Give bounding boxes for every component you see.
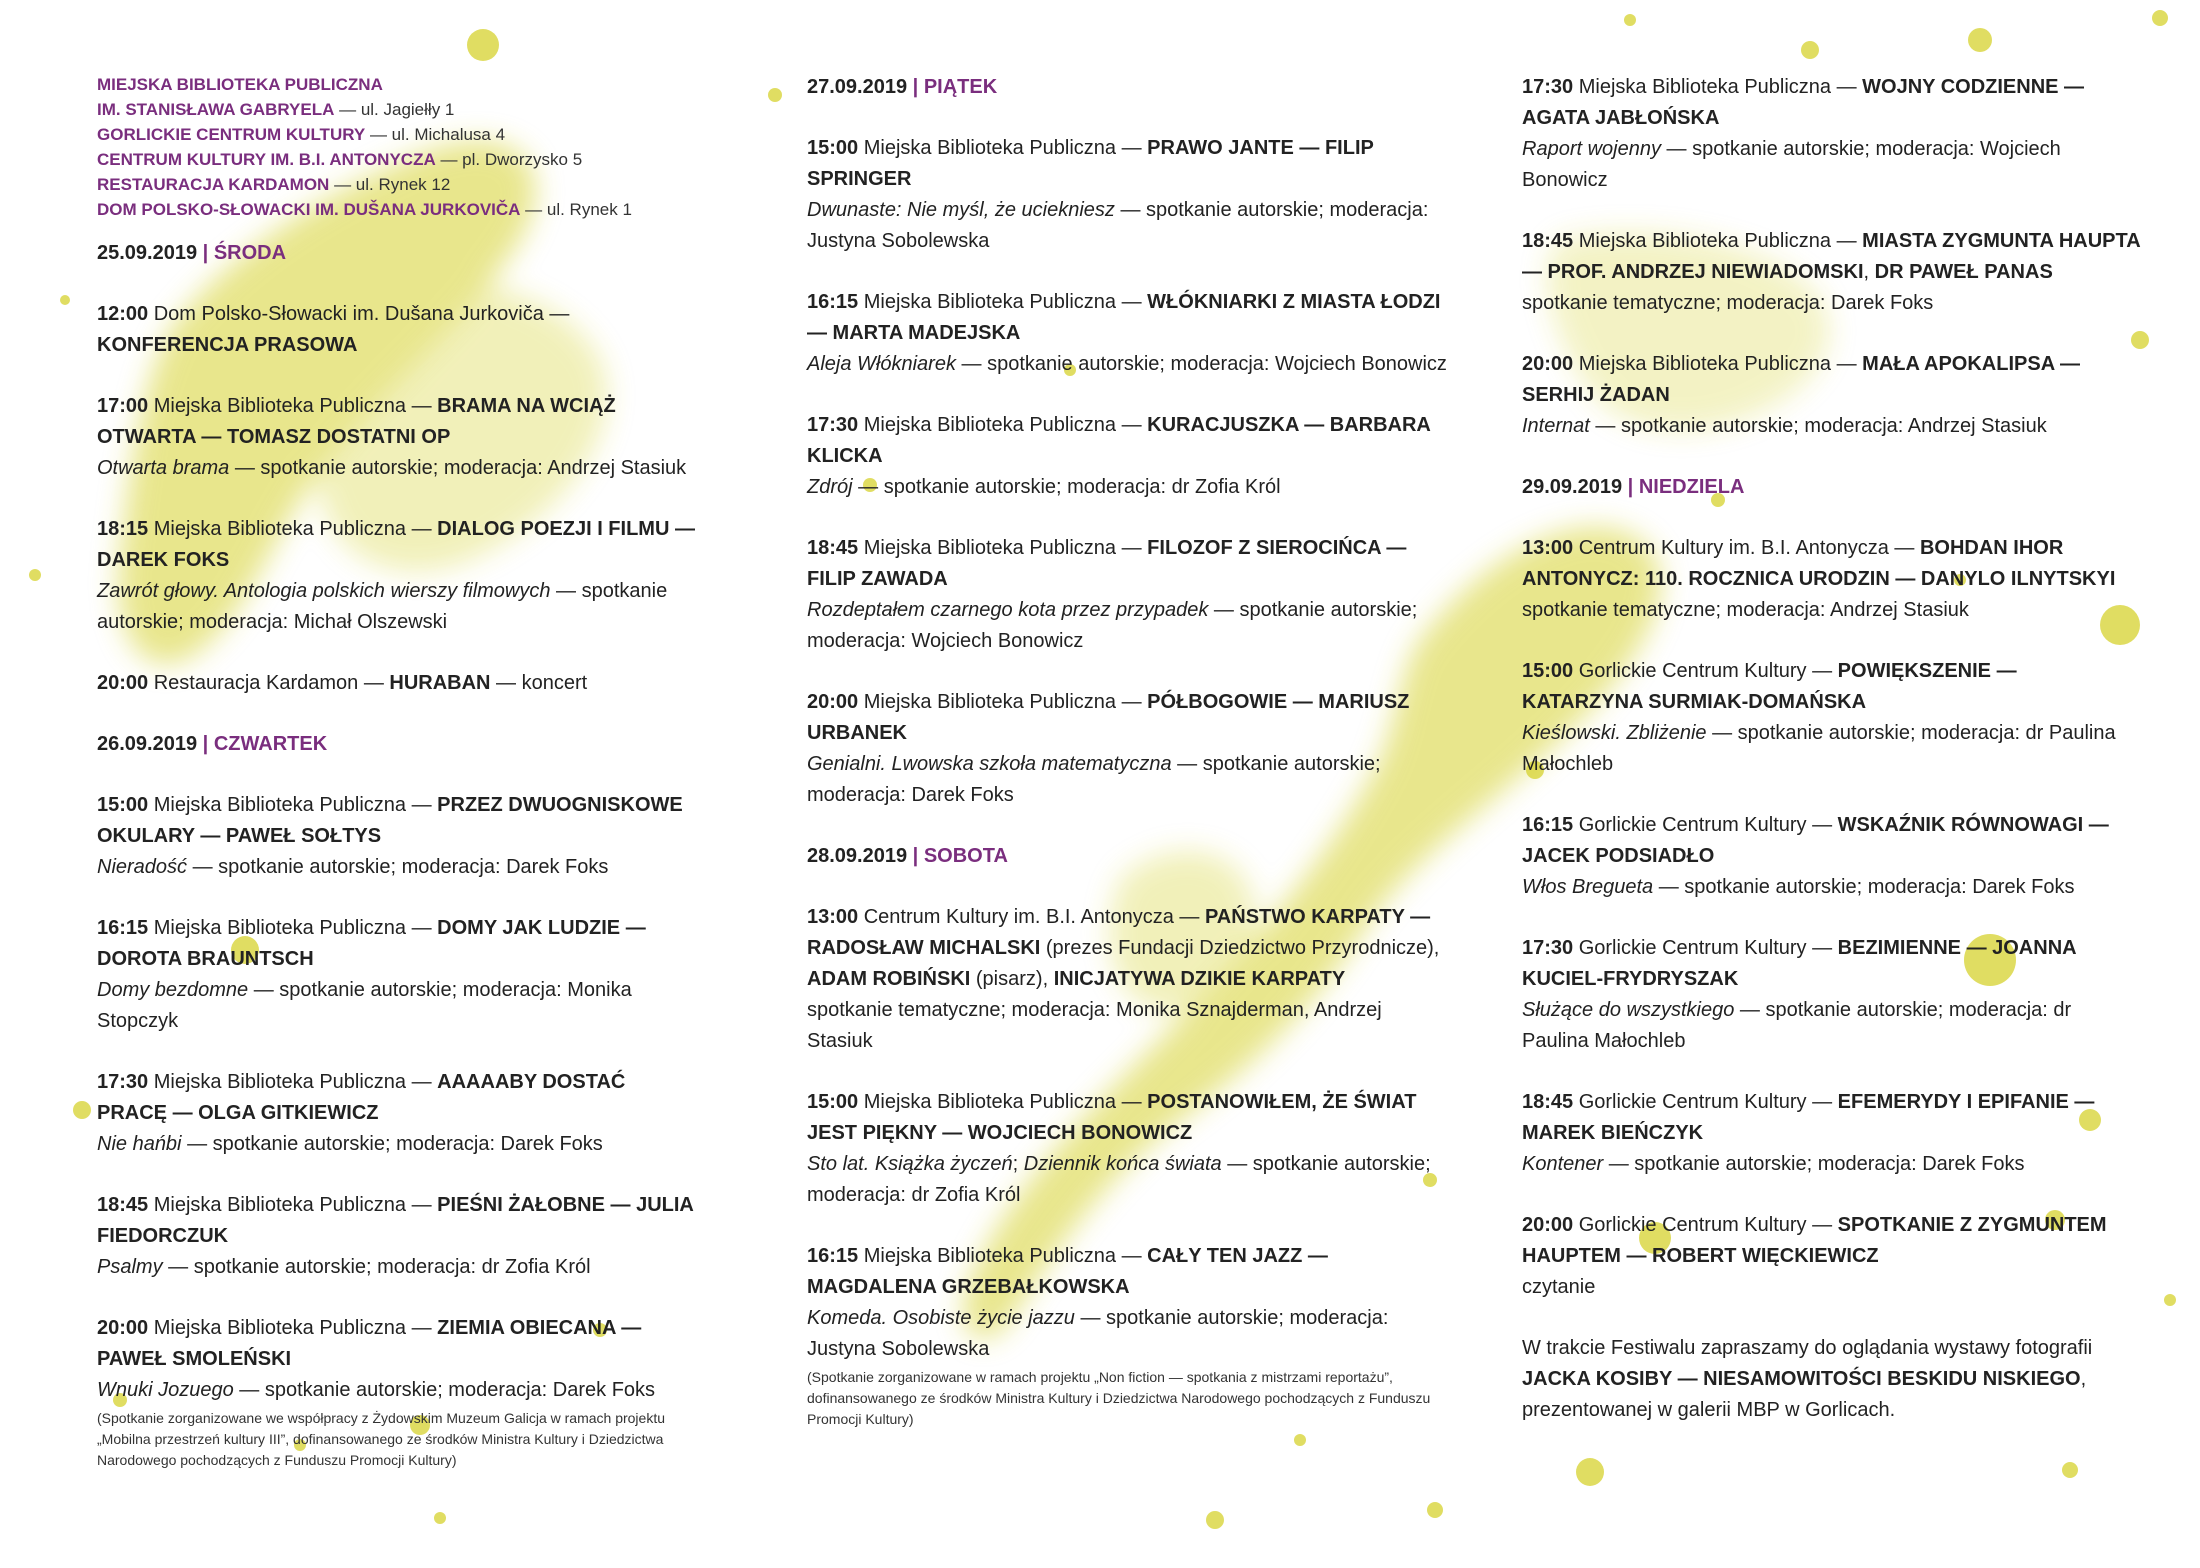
exhibition-intro: W trakcie Festiwalu zapraszamy do oglądania wystawy fotografii (1522, 1337, 2093, 1359)
venue-name: DOM POLSKO-SŁOWACKI IM. DUŠANA JURKOVIČA (97, 200, 521, 219)
event-book-title: Aleja Włókniarek (807, 353, 956, 375)
event-details: — spotkanie autorskie; moderacja: Darek Foks (233, 1379, 656, 1401)
event-item (1522, 72, 2142, 196)
event-book-title: Rozdeptałem czarnego kota przez przypadek (807, 599, 1209, 621)
event-time: 18:45 (807, 537, 859, 559)
event-title: DOMY JAK LUDZIE — DOROTA BRAUNTSCH (97, 917, 646, 970)
event-book-title: Nie hańbi (97, 1133, 182, 1155)
event-venue: Miejska Biblioteka Publiczna — (858, 137, 1148, 159)
event-description (97, 852, 697, 883)
event-details: — spotkanie autorskie; moderacja: dr Paulina Małochleb (1522, 999, 2072, 1052)
event-description (1522, 995, 2142, 1057)
event-item (1522, 933, 2142, 1057)
event-description (1522, 411, 2142, 442)
event-item (807, 133, 1447, 257)
event-funding-note: (Spotkanie zorganizowane we współpracy z Żydowskim Muzeum Galicja w ramach projektu „Mobilna przestrzeń kultury III”, dofinansowanego ze środków Ministra Kultury i Dziedzictwa Narodowego pochodzących z Funduszu Promocji Kultury) (97, 1410, 666, 1468)
event-time: 18:45 (97, 1194, 149, 1216)
event-venue: Dom Polsko-Słowacki im. Dušana Jurkoviča — (148, 303, 570, 325)
event-book-title: Domy bezdomne (97, 979, 249, 1001)
event-time: 20:00 (97, 1317, 149, 1339)
event-venue: Centrum Kultury im. B.I. Antonycza — (1573, 537, 1920, 559)
event-title: SPOTKANIE Z ZYGMUNTEM HAUPTEM — ROBERT WIĘCKIEWICZ (1522, 1214, 2107, 1267)
event-book-title: Wnuki Jozuego (97, 1379, 234, 1401)
event-description (807, 195, 1447, 257)
event-item (97, 668, 697, 699)
event-title: PÓŁBOGOWIE — MARIUSZ URBANEK (807, 691, 1410, 744)
event-item (97, 1067, 697, 1160)
event-venue: Gorlickie Centrum Kultury — (1573, 1091, 1838, 1113)
event-guest-note: (pisarz), (970, 968, 1054, 990)
event-time: 12:00 (97, 303, 149, 325)
event-funding-note: (Spotkanie zorganizowane w ramach projektu „Non fiction — spotkania z mistrzami reportażu”, dofinansowanego ze środków Ministra Kultury i Dziedzictwa Narodowego pochodzących z Funduszu Promocji Kultury) (807, 1369, 1431, 1427)
day-date: 28.09.2019 (807, 845, 908, 867)
event-guest-name: INICJATYWA DZIKIE KARPATY (1053, 968, 1346, 990)
event-details: — spotkanie autorskie; moderacja: dr Zofia Król (162, 1256, 591, 1278)
venue-name: GORLICKIE CENTRUM KULTURY (97, 125, 366, 144)
event-details: spotkanie tematyczne; moderacja: Darek Foks (1522, 292, 1934, 314)
day-separator: | (907, 845, 924, 867)
venue-list (97, 72, 697, 222)
event-item (807, 1087, 1447, 1211)
event-venue: Miejska Biblioteka Publiczna — (148, 518, 438, 540)
venue-address: — ul. Rynek 1 (520, 200, 632, 219)
event-item (807, 410, 1447, 503)
event-time: 17:30 (1522, 76, 1574, 98)
event-book-title: Dwunaste: Nie myśl, że uciekniesz (807, 199, 1115, 221)
event-details: — spotkanie autorskie; moderacja: dr Zofia Król (852, 476, 1281, 498)
day-heading (97, 238, 697, 269)
event-guest-name: DR PAWEŁ PANAS (1874, 261, 2053, 283)
event-description (1522, 134, 2142, 196)
event-details: — spotkanie autorskie; moderacja: Andrzej Stasiuk (229, 457, 687, 479)
day-heading (97, 729, 697, 760)
venue-address: — pl. Dworzysko 5 (435, 150, 583, 169)
event-item (97, 913, 697, 1037)
event-description (807, 749, 1447, 811)
event-details: — spotkanie autorskie; moderacja: Justyna Sobolewska (807, 1307, 1389, 1360)
event-details: czytanie (1522, 1276, 1596, 1298)
event-time: 17:30 (1522, 937, 1574, 959)
event-details: — spotkanie autorskie; moderacja: Darek Foks (1603, 1153, 2025, 1175)
exhibition-title: JACKA KOSIBY — NIESAMOWITOŚCI BESKIDU NISKIEGO (1522, 1368, 2081, 1390)
event-time: 13:00 (807, 906, 859, 928)
event-time: 20:00 (1522, 1214, 1574, 1236)
event-description (97, 1375, 697, 1406)
event-description (97, 1129, 697, 1160)
event-book-title: Sto lat. Książka życzeń (807, 1153, 1013, 1175)
event-venue: Miejska Biblioteka Publiczna — (148, 794, 438, 816)
event-item (97, 514, 697, 638)
event-title: PRAWO JANTE — FILIP SPRINGER (807, 137, 1374, 190)
event-description (1522, 1272, 2142, 1303)
event-item (807, 902, 1447, 1057)
event-description (97, 453, 697, 484)
event-item (97, 1190, 697, 1283)
schedule-column-3 (1522, 72, 2142, 1426)
event-details: — spotkanie autorskie; moderacja: Justyna Sobolewska (807, 199, 1429, 252)
event-title: MIASTA ZYGMUNTA HAUPTA — PROF. ANDRZEJ NIEWIADOMSKI (1522, 230, 2140, 283)
event-title: WOJNY CODZIENNE — AGATA JABŁOŃSKA (1522, 76, 2085, 129)
event-title: AAAAABY DOSTAĆ PRACĘ — OLGA GITKIEWICZ (97, 1071, 626, 1124)
event-details: — spotkanie autorskie; moderacja: Andrzej Stasiuk (1589, 415, 2047, 437)
event-book-title: Zawrót głowy. Antologia polskich wierszy filmowych (97, 580, 551, 602)
event-description (97, 1252, 697, 1283)
event-time: 20:00 (1522, 353, 1574, 375)
event-description (1522, 1149, 2142, 1180)
event-details: spotkanie tematyczne; moderacja: Monika Sznajderman, Andrzej Stasiuk (807, 999, 1382, 1052)
event-description (807, 1149, 1447, 1211)
event-item (807, 533, 1447, 657)
day-date: 27.09.2019 (807, 76, 908, 98)
exhibition-note (1522, 1333, 2142, 1426)
event-time: 18:45 (1522, 1091, 1574, 1113)
event-venue: Miejska Biblioteka Publiczna — (1573, 76, 1863, 98)
event-book-title: Raport wojenny (1522, 138, 1661, 160)
event-time: 16:15 (1522, 814, 1574, 836)
event-venue: Miejska Biblioteka Publiczna — (858, 1091, 1148, 1113)
event-title: DIALOG POEZJI I FILMU — DAREK FOKS (97, 518, 695, 571)
event-description (1522, 718, 2142, 780)
event-time: 16:15 (807, 291, 859, 313)
event-time: 13:00 (1522, 537, 1574, 559)
event-time: 17:00 (97, 395, 149, 417)
event-time: 15:00 (97, 794, 149, 816)
event-title: BEZIMIENNE — JOANNA KUCIEL-FRYDRYSZAK (1522, 937, 2076, 990)
event-title: BOHDAN IHOR ANTONYCZ: 110. ROCZNICA URODZIN — DANYLO ILNYTSKYI (1522, 537, 2116, 590)
event-details: — spotkanie autorskie; moderacja: Darek Foks (1653, 876, 2075, 898)
venue-name: CENTRUM KULTURY IM. B.I. ANTONYCZA (97, 150, 436, 169)
event-description (1522, 288, 2142, 319)
event-time: 15:00 (1522, 660, 1574, 682)
day-heading (807, 72, 1447, 103)
event-book-title: Kontener (1522, 1153, 1604, 1175)
event-book-title: Internat (1522, 415, 1590, 437)
event-item (97, 391, 697, 484)
venue-line (97, 172, 697, 197)
venue-line (97, 72, 697, 97)
event-venue: Restauracja Kardamon — (148, 672, 390, 694)
event-title: POWIĘKSZENIE — KATARZYNA SURMIAK-DOMAŃSKA (1522, 660, 2017, 713)
event-item (807, 687, 1447, 811)
event-venue: Miejska Biblioteka Publiczna — (148, 395, 438, 417)
event-venue: Miejska Biblioteka Publiczna — (1573, 353, 1863, 375)
event-time: 18:15 (97, 518, 149, 540)
venue-line (97, 147, 697, 172)
event-item (97, 790, 697, 883)
event-title: WŁÓKNIARKI Z MIASTA ŁODZI — MARTA MADEJSKA (807, 291, 1441, 344)
schedule-column-1 (97, 72, 697, 1501)
event-item (97, 299, 697, 361)
event-details: — spotkanie autorskie; moderacja: dr Zofia Król (807, 1153, 1431, 1206)
event-title: ZIEMIA OBIECANA — PAWEŁ SMOLEŃSKI (97, 1317, 642, 1370)
event-description (807, 995, 1447, 1057)
event-guest-name: ADAM ROBIŃSKI (807, 968, 971, 990)
event-venue: Centrum Kultury im. B.I. Antonycza — (858, 906, 1205, 928)
event-venue: Miejska Biblioteka Publiczna — (148, 1317, 438, 1339)
event-details: — spotkanie autorskie; moderacja: Wojciech Bonowicz (955, 353, 1447, 375)
event-venue: Gorlickie Centrum Kultury — (1573, 937, 1838, 959)
event-description (807, 349, 1447, 380)
event-item (1522, 1087, 2142, 1180)
event-venue: Miejska Biblioteka Publiczna — (858, 1245, 1148, 1267)
day-date: 25.09.2019 (97, 242, 198, 264)
venue-address: — ul. Rynek 12 (329, 175, 451, 194)
event-book-separator: ; (1012, 1153, 1024, 1175)
event-time: 17:30 (807, 414, 859, 436)
day-heading (1522, 472, 2142, 503)
venue-name: MIEJSKA BIBLIOTEKA PUBLICZNA (97, 75, 383, 94)
event-item (1522, 349, 2142, 442)
event-venue: Miejska Biblioteka Publiczna — (858, 537, 1148, 559)
day-name: NIEDZIELA (1638, 476, 1745, 498)
event-venue: Miejska Biblioteka Publiczna — (858, 414, 1148, 436)
event-title: PIEŚNI ŻAŁOBNE — JULIA FIEDORCZUK (97, 1194, 694, 1247)
event-book-title: Włos Bregueta (1522, 876, 1654, 898)
event-book-title: Psalmy (97, 1256, 163, 1278)
venue-name: IM. STANISŁAWA GABRYELA (97, 100, 335, 119)
event-details: — spotkanie autorskie; moderacja: Wojciech Bonowicz (807, 599, 1418, 652)
event-item (1522, 226, 2142, 319)
event-guest-separator: , (1863, 261, 1875, 283)
day-separator: | (197, 733, 214, 755)
event-description (807, 472, 1447, 503)
event-description (97, 975, 697, 1037)
event-title: POSTANOWIŁEM, ŻE ŚWIAT JEST PIĘKNY — WOJCIECH BONOWICZ (807, 1091, 1417, 1144)
event-time: 15:00 (807, 1091, 859, 1113)
event-venue: Miejska Biblioteka Publiczna — (148, 1194, 438, 1216)
event-description (807, 1303, 1447, 1365)
venue-address: — ul. Michalusa 4 (365, 125, 506, 144)
event-item (1522, 533, 2142, 626)
venue-address: — ul. Jagiełły 1 (334, 100, 455, 119)
exhibition-location: , prezentowanej w galerii MBP w Gorlicach. (1522, 1368, 2087, 1421)
event-details: spotkanie tematyczne; moderacja: Andrzej Stasiuk (1522, 599, 1969, 621)
event-title: KURACJUSZKA — BARBARA KLICKA (807, 414, 1431, 467)
event-venue: Gorlickie Centrum Kultury — (1573, 1214, 1838, 1236)
event-time: 15:00 (807, 137, 859, 159)
event-type: — koncert (490, 672, 588, 694)
day-heading (807, 841, 1447, 872)
event-description (97, 576, 697, 638)
event-book-title: Otwarta brama (97, 457, 230, 479)
event-book-title: Dziennik końca świata (1023, 1153, 1222, 1175)
event-item (1522, 1210, 2142, 1303)
event-time: 20:00 (97, 672, 149, 694)
event-details: — spotkanie autorskie; moderacja: Darek Foks (187, 856, 609, 878)
day-date: 29.09.2019 (1522, 476, 1623, 498)
event-title: WSKAŹNIK RÓWNOWAGI — JACEK PODSIADŁO (1522, 814, 2109, 867)
event-book-title: Nieradość (97, 856, 188, 878)
day-name: PIĄTEK (923, 76, 998, 98)
event-details: — spotkanie autorskie; moderacja: Darek Foks (807, 753, 1381, 806)
event-time: 17:30 (97, 1071, 149, 1093)
event-title: MAŁA APOKALIPSA — SERHIJ ŻADAN (1522, 353, 2080, 406)
day-name: SOBOTA (923, 845, 1008, 867)
day-name: ŚRODA (213, 242, 287, 264)
event-item (807, 287, 1447, 380)
event-book-title: Kieślowski. Zbliżenie (1522, 722, 1707, 744)
event-details: — spotkanie autorskie; moderacja: Monika Stopczyk (97, 979, 632, 1032)
event-time: 20:00 (807, 691, 859, 713)
event-title: PRZEZ DWUOGNISKOWE OKULARY — PAWEŁ SOŁTYS (97, 794, 683, 847)
event-book-title: Genialni. Lwowska szkoła matematyczna (807, 753, 1172, 775)
event-book-title: Służące do wszystkiego (1522, 999, 1735, 1021)
event-item (97, 1313, 697, 1471)
venue-line (97, 97, 697, 122)
event-venue: Gorlickie Centrum Kultury — (1573, 660, 1838, 682)
event-title: KONFERENCJA PRASOWA (97, 334, 358, 356)
event-time: 18:45 (1522, 230, 1574, 252)
event-venue: Miejska Biblioteka Publiczna — (1573, 230, 1863, 252)
day-separator: | (907, 76, 924, 98)
event-venue: Gorlickie Centrum Kultury — (1573, 814, 1838, 836)
event-venue: Miejska Biblioteka Publiczna — (858, 691, 1148, 713)
event-description (1522, 595, 2142, 626)
venue-line (97, 197, 697, 222)
event-venue: Miejska Biblioteka Publiczna — (148, 1071, 438, 1093)
schedule-column-2 (807, 72, 1447, 1460)
event-item (807, 1241, 1447, 1430)
event-title: FILOZOF Z SIEROCIŃCA — FILIP ZAWADA (807, 537, 1407, 590)
day-separator: | (197, 242, 214, 264)
event-item (1522, 810, 2142, 903)
venue-name: RESTAURACJA KARDAMON (97, 175, 330, 194)
event-title: HURABAN (389, 672, 491, 694)
event-title: PAŃSTWO KARPATY — RADOSŁAW MICHALSKI (807, 906, 1431, 959)
event-details: — spotkanie autorskie; moderacja: dr Paulina Małochleb (1522, 722, 2116, 775)
event-venue: Miejska Biblioteka Publiczna — (148, 917, 438, 939)
event-title: EFEMERYDY I EPIFANIE — MAREK BIEŃCZYK (1522, 1091, 2095, 1144)
day-name: CZWARTEK (213, 733, 328, 755)
event-time: 16:15 (97, 917, 149, 939)
event-guest-note: (prezes Fundacji Dziedzictwo Przyrodnicze), (1040, 937, 1440, 959)
event-book-title: Zdrój (807, 476, 853, 498)
day-date: 26.09.2019 (97, 733, 198, 755)
event-description (807, 595, 1447, 657)
event-book-title: Komeda. Osobiste życie jazzu (807, 1307, 1075, 1329)
venue-line (97, 122, 697, 147)
event-title: CAŁY TEN JAZZ — MAGDALENA GRZEBAŁKOWSKA (807, 1245, 1328, 1298)
event-description (1522, 872, 2142, 903)
event-details: — spotkanie autorskie; moderacja: Wojciech Bonowicz (1522, 138, 2061, 191)
event-details: — spotkanie autorskie; moderacja: Darek Foks (181, 1133, 603, 1155)
event-details: — spotkanie autorskie; moderacja: Michał Olszewski (97, 580, 668, 633)
event-item (1522, 656, 2142, 780)
event-time: 16:15 (807, 1245, 859, 1267)
day-separator: | (1622, 476, 1639, 498)
event-venue: Miejska Biblioteka Publiczna — (858, 291, 1148, 313)
event-title: BRAMA NA WCIĄŻ OTWARTA — TOMASZ DOSTATNI OP (97, 395, 616, 448)
